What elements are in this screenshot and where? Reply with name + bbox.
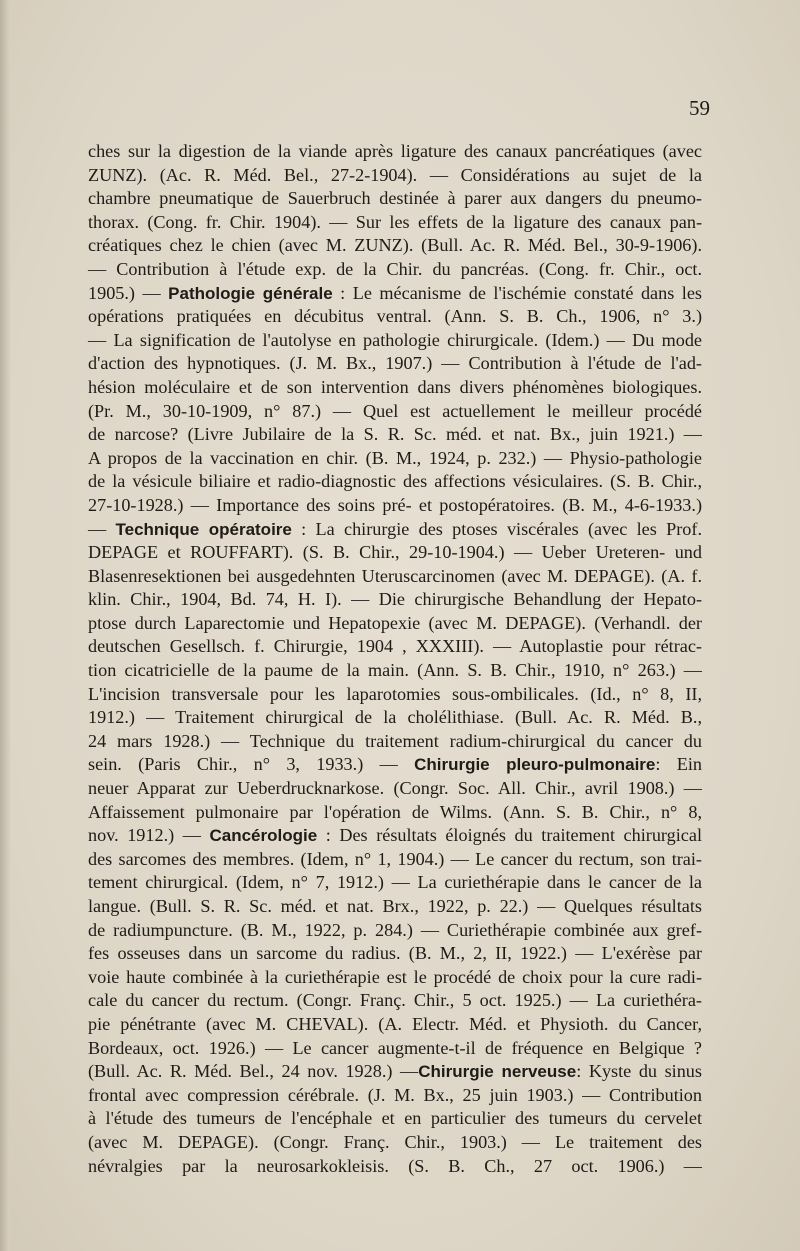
- text-line: klin. Chir., 1904, Bd. 74, H. I). — Die chirurgische Behandlung der Hepato-: [88, 589, 702, 610]
- text-line: DEPAGE et ROUFFART). (S. B. Chir., 29-10-1904.) — Ueber Ureteren- und: [88, 542, 702, 563]
- text-line: — Contribution à l'étude exp. de la Chir. du pancréas. (Cong. fr. Chir., oct.: [88, 258, 702, 279]
- body-text: [88, 140, 702, 1178]
- text-line: — La signification de l'autolyse en pathologie chirurgicale. (Idem.) — Du mode: [88, 329, 702, 350]
- text-line: névralgies par la neurosarkokleisis. (S. B. Ch., 27 oct. 1906.) —: [88, 1155, 702, 1176]
- text-line: de la vésicule biliaire et radio-diagnostic des affections vésiculaires. (S. B. Chir.,: [88, 471, 702, 492]
- text-line: Affaissement pulmonaire par l'opération de Wilms. (Ann. S. B. Chir., n° 8,: [88, 801, 702, 822]
- text-line: L'incision transversale pour les laparotomies sous-ombilicales. (Id., n° 8, II,: [88, 683, 702, 704]
- text-line: tement chirurgical. (Idem, n° 7, 1912.) — La curiethérapie dans le cancer de la: [88, 872, 702, 893]
- text-line: nov. 1912.) — Cancérologie : Des résultats éloignés du traitement chirurgical: [88, 825, 702, 846]
- text-line: ZUNZ). (Ac. R. Méd. Bel., 27-2-1904). — Considérations au sujet de la: [88, 164, 702, 185]
- text-line: voie haute combinée à la curiethérapie est le procédé de choix pour la cure radi-: [88, 966, 702, 987]
- text-line: fes osseuses dans un sarcome du radius. (B. M., 2, II, 1922.) — L'exérèse par: [88, 943, 702, 964]
- text-line: opérations pratiquées en décubitus ventral. (Ann. S. B. Ch., 1906, n° 3.): [88, 306, 702, 327]
- text-line: créatiques chez le chien (avec M. ZUNZ). (Bull. Ac. R. Méd. Bel., 30-9-1906).: [88, 235, 702, 256]
- text-line: 1912.) — Traitement chirurgical de la cholélithiase. (Bull. Ac. R. Méd. B.,: [88, 707, 702, 728]
- text-line: pie pénétrante (avec M. CHEVAL). (A. Electr. Méd. et Physioth. du Cancer,: [88, 1013, 702, 1034]
- text-line: (Bull. Ac. R. Méd. Bel., 24 nov. 1928.) —Chirurgie nerveuse: Kyste du sinus: [88, 1061, 702, 1082]
- text-line: 24 mars 1928.) — Technique du traitement radium-chirurgical du cancer du: [88, 730, 702, 751]
- text-line: thorax. (Cong. fr. Chir. 1904). — Sur les effets de la ligature des canaux pan-: [88, 211, 702, 232]
- text-line: (avec M. DEPAGE). (Congr. Franç. Chir., 1903.) — Le traitement des: [88, 1131, 702, 1152]
- text-line: des sarcomes des membres. (Idem, n° 1, 1904.) — Le cancer du rectum, son trai-: [88, 848, 702, 869]
- text-line: — Technique opératoire : La chirurgie des ptoses viscérales (avec les Prof.: [88, 518, 702, 539]
- text-line: hésion moléculaire et de son intervention dans divers phénomènes biologiques.: [88, 376, 702, 397]
- text-line: (Pr. M., 30-10-1909, n° 87.) — Quel est actuellement le meilleur procédé: [88, 400, 702, 421]
- text-line: Bordeaux, oct. 1926.) — Le cancer augmente-t-il de fréquence en Belgique ?: [88, 1037, 702, 1058]
- text-line: de narcose? (Livre Jubilaire de la S. R. Sc. méd. et nat. Bx., juin 1921.) —: [88, 424, 702, 445]
- text-line: neuer Apparat zur Ueberdrucknarkose. (Congr. Soc. All. Chir., avril 1908.) —: [88, 778, 702, 799]
- text-line: tion cicatricielle de la paume de la main. (Ann. S. B. Chir., 1910, n° 263.) —: [88, 660, 702, 681]
- text-line: 27-10-1928.) — Importance des soins pré- et postopératoires. (B. M., 4-6-1933.): [88, 494, 702, 515]
- text-line: de radiumpuncture. (B. M., 1922, p. 284.) — Curiethérapie combinée aux gref-: [88, 919, 702, 940]
- text-line: à l'étude des tumeurs de l'encéphale et en particulier des tumeurs du cervelet: [88, 1108, 702, 1129]
- text-line: frontal avec compression cérébrale. (J. M. Bx., 25 juin 1903.) — Contribution: [88, 1084, 702, 1105]
- text-line: chambre pneumatique de Sauerbruch destinée à parer aux dangers du pneumo-: [88, 188, 702, 209]
- text-line: A propos de la vaccination en chir. (B. M., 1924, p. 232.) — Physio-pathologie: [88, 447, 702, 468]
- text-line: 1905.) — Pathologie générale : Le mécanisme de l'ischémie constaté dans les: [88, 282, 702, 303]
- page-number: 59: [689, 96, 710, 120]
- text-line: langue. (Bull. S. R. Sc. méd. et nat. Brx., 1922, p. 22.) — Quelques résultats: [88, 896, 702, 916]
- text-line: Blasenresektionen bei ausgedehnten Uteruscarcinomen (avec M. DEPAGE). (A. f.: [88, 565, 702, 586]
- text-line: cale du cancer du rectum. (Congr. Franç. Chir., 5 oct. 1925.) — La curiethéra-: [88, 990, 702, 1011]
- text-line: d'action des hypnotiques. (J. M. Bx., 1907.) — Contribution à l'étude de l'ad-: [88, 353, 702, 374]
- text-line: deutschen Gesellsch. f. Chirurgie, 1904 , XXXIII). — Autoplastie pour rétrac-: [88, 636, 702, 657]
- text-line: sein. (Paris Chir., n° 3, 1933.) — Chirurgie pleuro-pulmonaire: Ein: [88, 754, 702, 775]
- page-edge-shadow: [0, 0, 10, 1251]
- text-line: ches sur la digestion de la viande après ligature des canaux pancréatiques (avec: [88, 141, 702, 161]
- text-line: ptose durch Laparectomie und Hepatopexie (avec M. DEPAGE). (Verhandl. der: [88, 612, 702, 633]
